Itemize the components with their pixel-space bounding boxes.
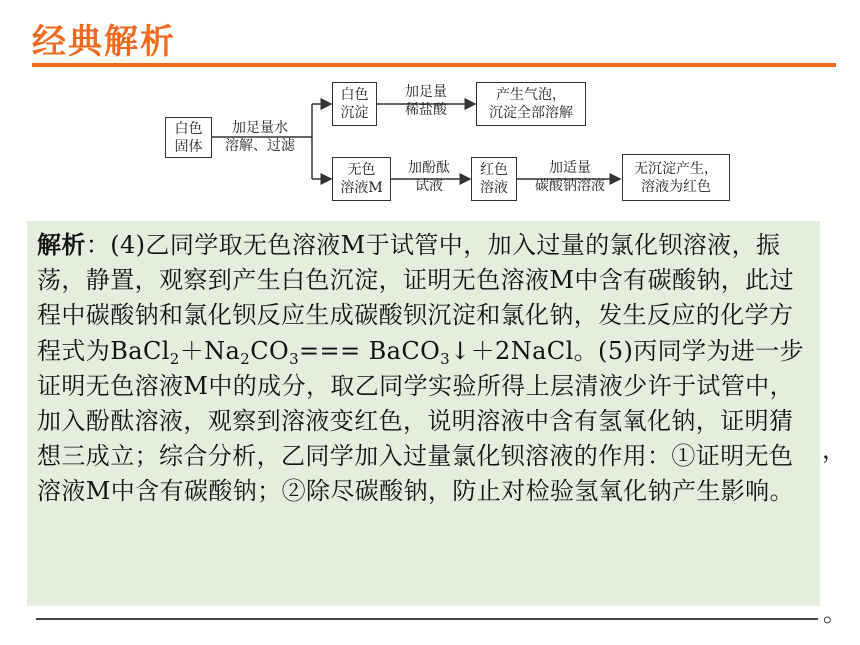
page-title: 经典解析 <box>32 22 176 62</box>
experiment-flowchart <box>0 0 860 220</box>
subscript-baco3: 3 <box>440 349 451 368</box>
box-bubbles-dissolve: 产生气泡， 沉淀全部溶解 <box>476 82 586 126</box>
box-no-precipitate-red: 无沉淀产生， 溶液为红色 <box>622 154 730 201</box>
analysis-part2: ＋Na <box>179 336 241 365</box>
analysis-colon: ： <box>85 231 111 259</box>
box-colorless-solution: 无色 溶液M <box>332 157 391 201</box>
analysis-part5: ↓＋2NaCl。(5)丙同学为进一步证明无色溶液M中的成分，取乙同学实验所得上层清液少许于试管中，加入酚酞溶液，观察到溶液变红色，说明溶液中含有氢氧化钠，证明猜想三成立；综合分析，乙同学加入过量氯化钡溶液的作用：①证明无色溶液M中含有碳酸钠；②除尽碳酸钠，防止对检验氢氧化钠产生影响。 <box>37 336 805 506</box>
label-add-sodium-carbonate: 加适量 碳酸钠溶液 <box>535 160 605 194</box>
answer-underline <box>36 618 818 620</box>
analysis-part3: CO <box>250 336 290 365</box>
box-white-precipitate: 白色 沉淀 <box>332 82 377 126</box>
analysis-heading: 解析 <box>37 230 86 259</box>
trailing-comma: ， <box>822 436 846 464</box>
label-dissolve-filter: 加足量水 溶解、过滤 <box>225 120 295 154</box>
box-red-solution: 红色 溶液 <box>471 157 517 201</box>
label-add-hcl: 加足量 稀盐酸 <box>405 84 447 118</box>
subscript-bacl2: 2 <box>169 349 180 368</box>
label-add-phenolphthalein: 加酚酞 试液 <box>408 160 450 194</box>
analysis-part4: === BaCO <box>299 336 441 365</box>
trailing-period: 。 <box>823 599 847 627</box>
subscript-na2: 2 <box>240 349 251 368</box>
analysis-panel <box>27 221 820 606</box>
box-white-solid: 白色 固体 <box>165 117 212 158</box>
analysis-text <box>37 227 813 510</box>
subscript-co3: 3 <box>289 349 300 368</box>
analysis-part1: (4)乙同学取无色溶液M于试管中，加入过量的氯化钡溶液，振荡，静置，观察到产生白色沉淀，证明无色溶液M中含有碳酸钠，此过程中碳酸钠和氯化钡反应生成碳酸钡沉淀和氯化钠，发生反应的化学方程式为BaCl <box>37 231 794 365</box>
